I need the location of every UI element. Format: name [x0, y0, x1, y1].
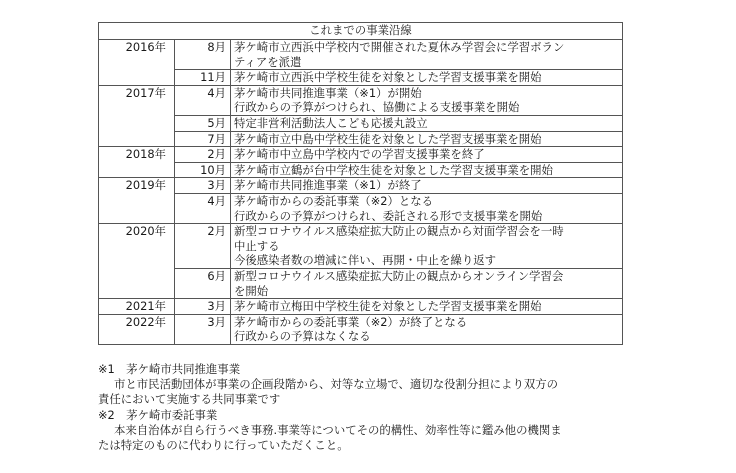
history-table	[98, 22, 623, 345]
month-cell: 2月	[175, 224, 231, 269]
event-line: 行政からの予算がつけられ、委託される形で支援事業を開始	[234, 208, 543, 223]
table-row	[99, 224, 623, 269]
event-cell	[231, 85, 623, 115]
event-cell	[231, 268, 623, 298]
note-2-heading: ※2 茅ケ崎市委託事業	[98, 407, 218, 422]
event-cell	[231, 131, 623, 147]
event-line: 今後感染者数の増減に伴い、再開・中止を繰り返す	[234, 253, 496, 268]
month-cell: 5月	[175, 115, 231, 131]
year-cell: 2020年	[99, 224, 175, 269]
event-line: 茅ケ崎市からの委託事業（※2）となる	[234, 193, 434, 208]
event-cell	[231, 70, 623, 86]
table-row	[99, 268, 623, 298]
year-cell: 2017年	[99, 85, 175, 115]
month-cell: 10月	[175, 162, 231, 178]
year-cell	[99, 268, 175, 298]
event-line: 茅ケ崎市立中島中学校生徒を対象とした学習支援事業を開始	[234, 131, 542, 146]
year-cell: 2016年	[99, 40, 175, 70]
year-cell: 2021年	[99, 299, 175, 315]
year-cell	[99, 131, 175, 147]
table-row	[99, 193, 623, 223]
event-line: 茅ケ崎市共同推進事業（※1）が開始	[234, 85, 422, 100]
month-cell: 3月	[175, 314, 231, 344]
event-line: 茅ケ崎市中立島中学校内での学習支援事業を終了	[234, 147, 485, 162]
year-cell	[99, 70, 175, 86]
year-cell: 2018年	[99, 147, 175, 163]
month-cell: 4月	[175, 85, 231, 115]
event-cell	[231, 147, 623, 163]
event-line: 特定非営利活動法人こども応援丸設立	[234, 115, 428, 130]
event-cell	[231, 162, 623, 178]
table-row	[99, 115, 623, 131]
footnotes	[98, 362, 698, 453]
event-cell	[231, 314, 623, 344]
month-cell: 6月	[175, 268, 231, 298]
month-cell: 3月	[175, 299, 231, 315]
event-cell	[231, 299, 623, 315]
month-cell: 11月	[175, 70, 231, 86]
year-cell: 2019年	[99, 178, 175, 194]
year-cell: 2022年	[99, 314, 175, 344]
note-1-body-line-1: 市と市民活動団体が事業の企画段階から、対等な立場で、適切な役割分担により双方の	[114, 377, 559, 392]
event-line: 行政からの予算がつけられ、協働による支援事業を開始	[234, 100, 520, 115]
year-cell	[99, 115, 175, 131]
note-2-body-line-1: 本来自治体が自ら行うべき事務.事業等についてその的構性、効率性等に鑑み他の機関ま	[114, 422, 562, 437]
event-line: 茅ケ崎市立梅田中学校生徒を対象とした学習支援事業を開始	[234, 299, 542, 314]
table-row	[99, 178, 623, 194]
event-line: 中止する	[234, 238, 280, 253]
event-cell	[231, 115, 623, 131]
event-line: 行政からの予算はなくなる	[234, 329, 371, 344]
event-cell	[231, 193, 623, 223]
event-cell	[231, 40, 623, 70]
year-cell	[99, 162, 175, 178]
event-line: 新型コロナウイルス感染症拡大防止の観点から対面学習会を一時	[234, 224, 564, 239]
event-line: 茅ケ崎市共同推進事業（※1）が終了	[234, 178, 422, 193]
event-line: 新型コロナウイルス感染症拡大防止の観点からオンライン学習会	[234, 268, 564, 283]
table-row	[99, 147, 623, 163]
event-line: を開始	[234, 283, 269, 298]
event-line: ティアを派遣	[234, 54, 302, 69]
table-row	[99, 70, 623, 86]
note-2-body-line-2: たは特定のものに代わりに行っていただくこと。	[98, 438, 349, 453]
note-1-heading: ※1 茅ケ崎市共同推進事業	[98, 362, 241, 376]
month-cell: 3月	[175, 178, 231, 194]
event-line: 茅ケ崎市立西浜中学校生徒を対象とした学習支援事業を開始	[234, 70, 542, 85]
table-row	[99, 314, 623, 344]
table-row	[99, 299, 623, 315]
month-cell: 4月	[175, 193, 231, 223]
table-title: これまでの事業沿線	[99, 23, 623, 40]
month-cell: 2月	[175, 147, 231, 163]
table-row	[99, 162, 623, 178]
table-row	[99, 85, 623, 115]
event-cell	[231, 178, 623, 194]
table-row	[99, 131, 623, 147]
month-cell: 7月	[175, 131, 231, 147]
note-1-body-line-2: 責任において実施する共同事業です	[98, 392, 281, 407]
table-row	[99, 40, 623, 70]
month-cell: 8月	[175, 40, 231, 70]
event-line: 茅ケ崎市立鶴が台中学校生徒を対象とした学習支援事業を開始	[234, 162, 553, 177]
year-cell	[99, 193, 175, 223]
event-cell	[231, 224, 623, 269]
event-line: 茅ケ崎市立西浜中学校内で開催された夏休み学習会に学習ボラン	[234, 40, 565, 54]
event-line: 茅ケ崎市からの委託事業（※2）が終了となる	[234, 314, 468, 329]
